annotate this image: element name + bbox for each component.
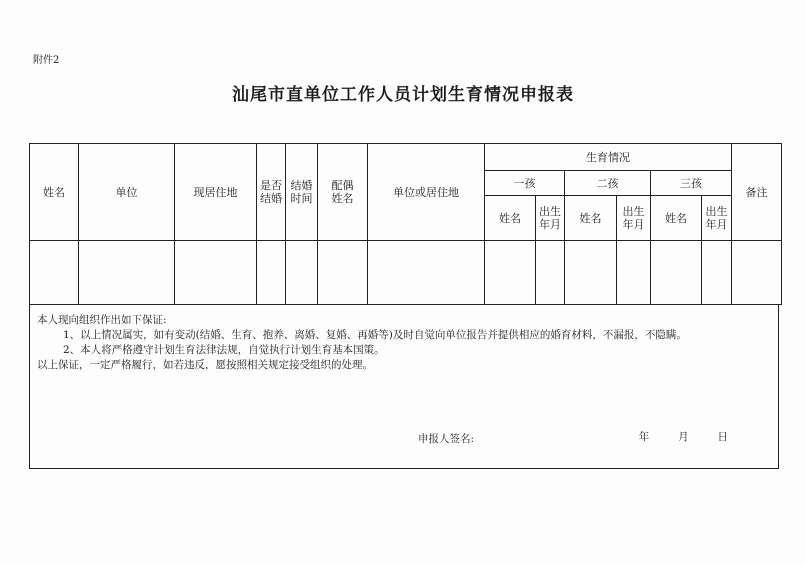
entry-name-cell[interactable] bbox=[30, 241, 79, 305]
date-month-label: 月 bbox=[678, 431, 689, 443]
header-spouse-name: 配偶 姓名 bbox=[318, 144, 368, 241]
entry-child2-birth-cell[interactable] bbox=[617, 241, 651, 305]
child1-birth-header: 出生 年月 bbox=[536, 196, 565, 241]
header-child-3: 三孩 bbox=[651, 171, 732, 196]
child2-name-header: 姓名 bbox=[565, 196, 617, 241]
entry-child1-birth-cell[interactable] bbox=[536, 241, 565, 305]
child3-name-header: 姓名 bbox=[651, 196, 702, 241]
pledge-section bbox=[29, 305, 779, 469]
pledge-closing: 以上保证，一定严格履行，如若违反，愿按照相关规定接受组织的处理。 bbox=[37, 359, 373, 371]
child2-birth-header: 出生 年月 bbox=[617, 196, 651, 241]
signature-label: 申报人签名: bbox=[418, 433, 475, 445]
header-remarks: 备注 bbox=[732, 144, 782, 241]
form-title: 汕尾市直单位工作人员计划生育情况申报表 bbox=[232, 85, 574, 105]
declaration-table bbox=[29, 143, 782, 305]
entry-remarks-cell[interactable] bbox=[732, 241, 782, 305]
header-birth-status: 生育情况 bbox=[485, 144, 732, 171]
entry-row[interactable] bbox=[30, 241, 782, 305]
header-child-1: 一孩 bbox=[485, 171, 565, 196]
entry-spouse-name-cell[interactable] bbox=[318, 241, 368, 305]
date-year-label: 年 bbox=[638, 431, 650, 443]
header-married: 是否 结婚 bbox=[257, 144, 286, 241]
entry-child2-name-cell[interactable] bbox=[565, 241, 617, 305]
header-name: 姓名 bbox=[30, 144, 79, 241]
entry-child1-name-cell[interactable] bbox=[485, 241, 536, 305]
header-residence: 现居住地 bbox=[175, 144, 257, 241]
attachment-label: 附件2 bbox=[33, 55, 60, 66]
child3-birth-header: 出生 年月 bbox=[702, 196, 732, 241]
header-child-2: 二孩 bbox=[565, 171, 651, 196]
child1-name-header: 姓名 bbox=[485, 196, 536, 241]
entry-child3-birth-cell[interactable] bbox=[702, 241, 732, 305]
entry-spouse-unit-cell[interactable] bbox=[368, 241, 485, 305]
header-unit: 单位 bbox=[79, 144, 175, 241]
date-day-label: 日 bbox=[717, 431, 728, 443]
header-wedding-date: 结婚 时间 bbox=[286, 144, 318, 241]
signature-date bbox=[626, 430, 741, 445]
entry-residence-cell[interactable] bbox=[175, 241, 257, 305]
pledge-item-2: 2、本人将严格遵守计划生育法律法规，自觉执行计划生育基本国策。 bbox=[63, 344, 385, 356]
entry-wedding-date-cell[interactable] bbox=[286, 241, 318, 305]
entry-child3-name-cell[interactable] bbox=[651, 241, 702, 305]
pledge-item-1: 1、以上情况属实，如有变动(结婚、生育、抱养、离婚、复婚、再婚等)及时自觉向单位报告并提供相应的婚育材料，不漏报，不隐瞒。 bbox=[63, 329, 687, 341]
entry-married-cell[interactable] bbox=[257, 241, 286, 305]
header-spouse-unit: 单位或居住地 bbox=[368, 144, 485, 241]
entry-unit-cell[interactable] bbox=[79, 241, 175, 305]
pledge-intro: 本人现向组织作出如下保证: bbox=[37, 314, 167, 326]
